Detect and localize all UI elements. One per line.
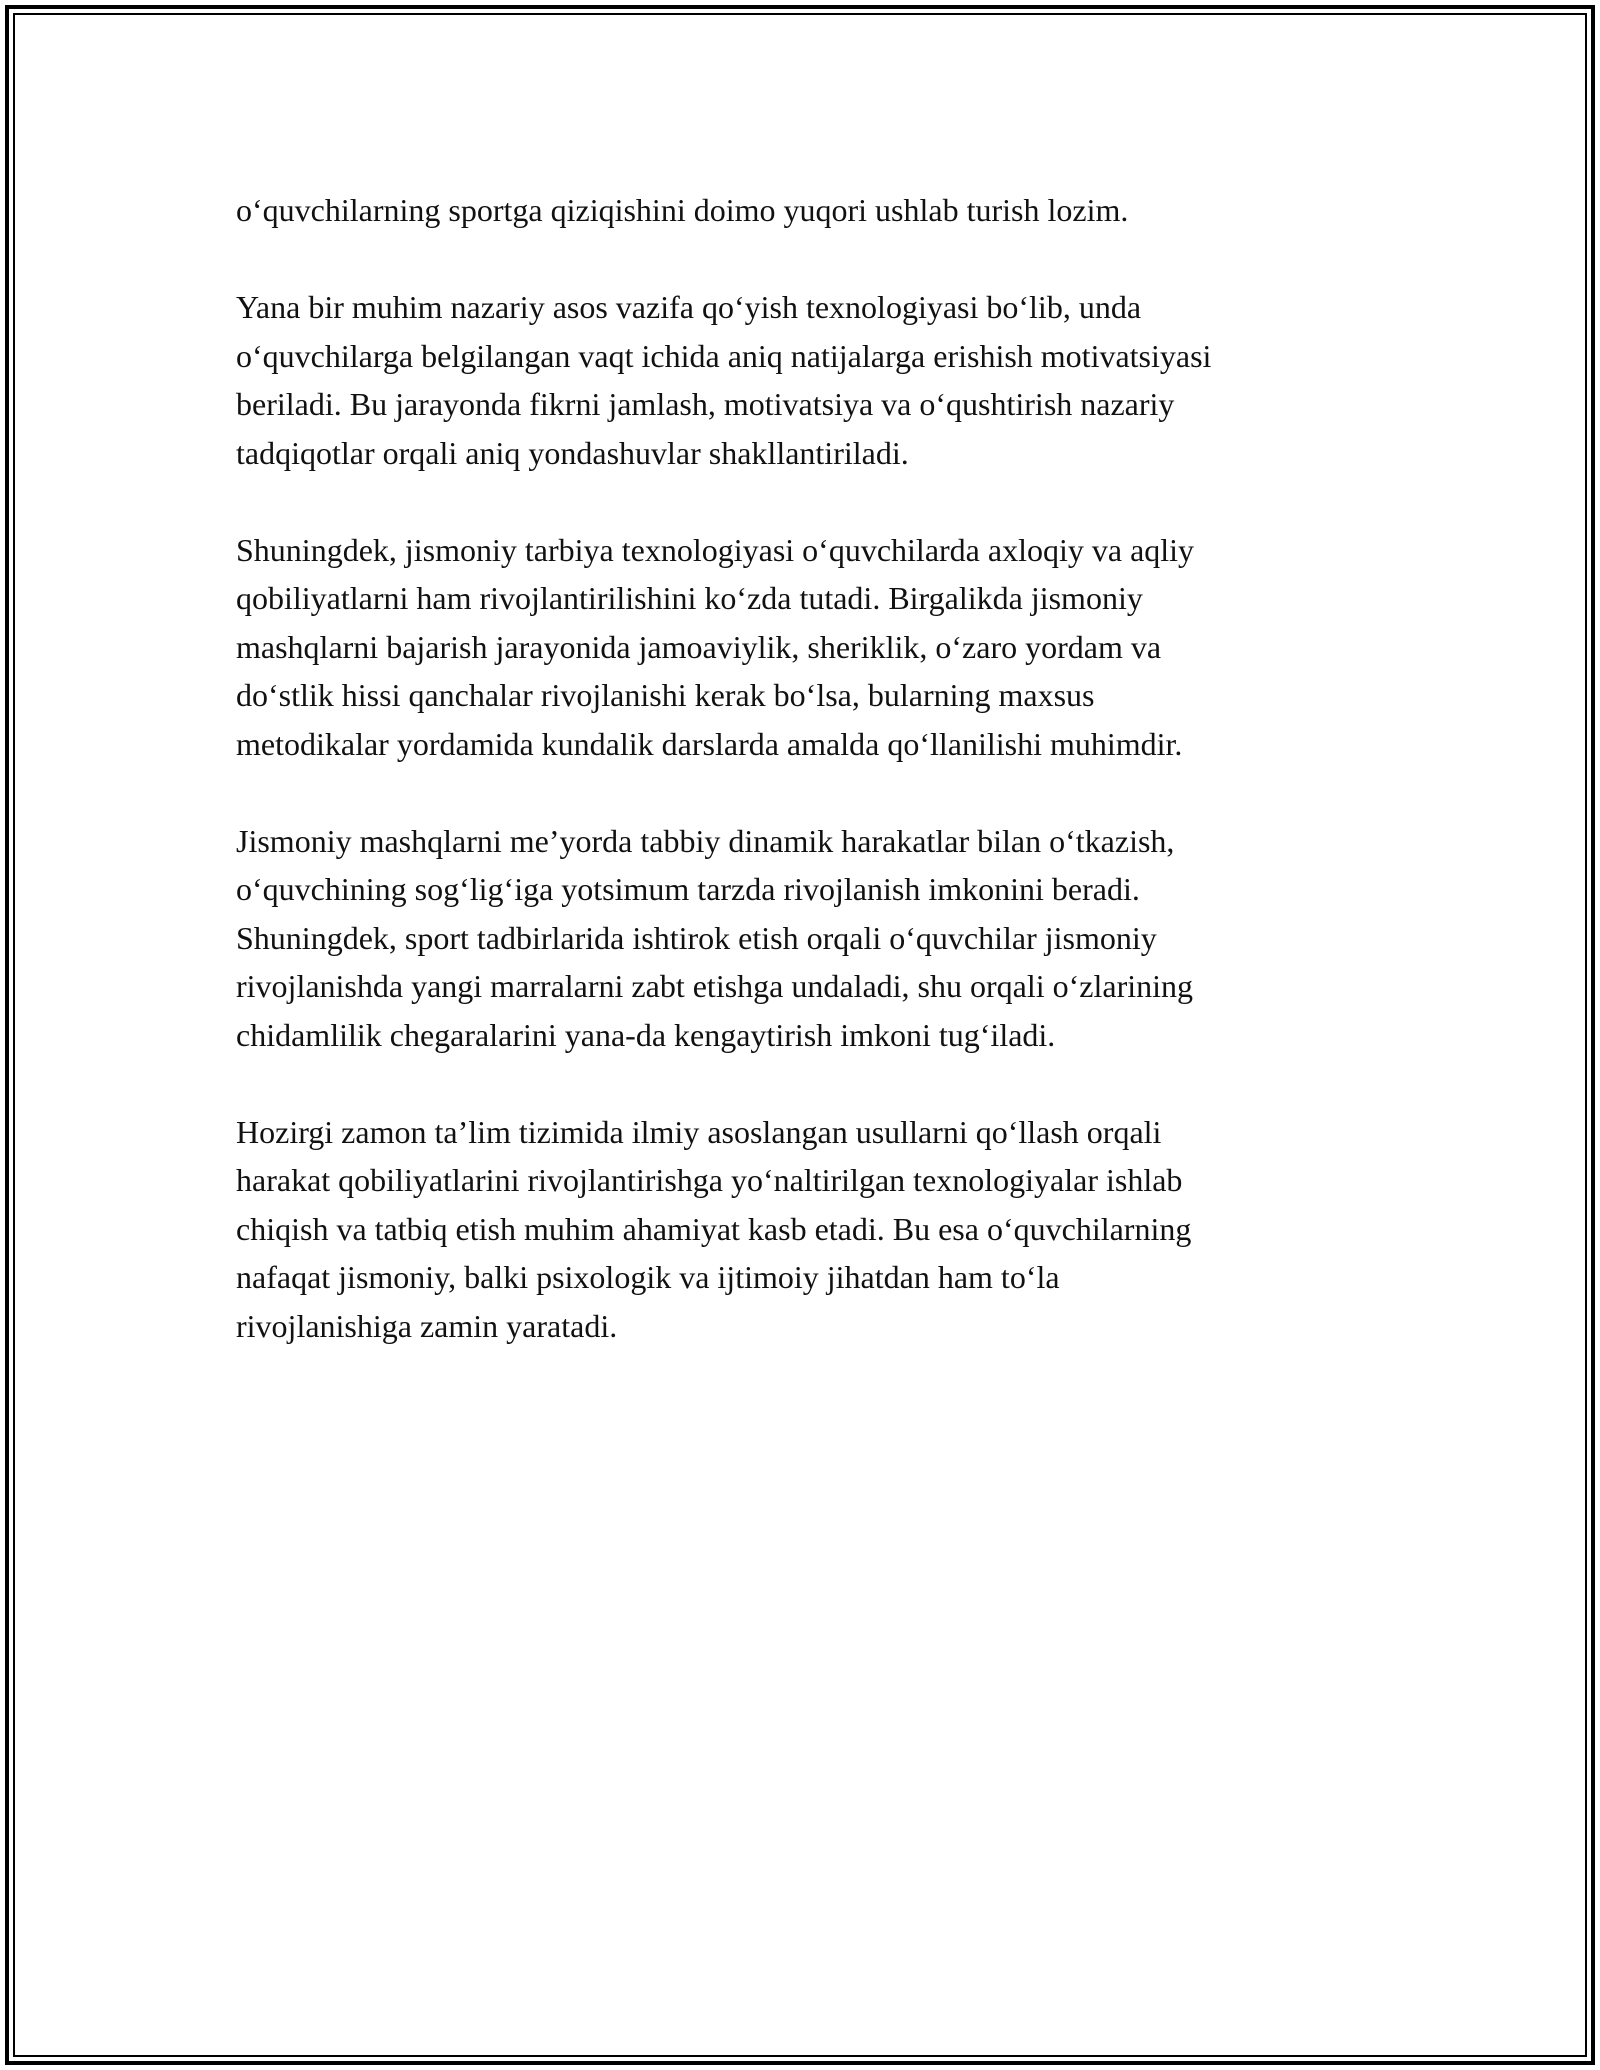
paragraph-1: o‘quvchilarning sportga qiziqishini doimo yuqori ushlab turish lozim. xyxy=(236,192,1129,228)
paragraph-3: Shuningdek, jismoniy tarbiya texnologiyasi o‘quvchilarda axloqiy va aqliy qobiliyatlarni ham rivojlantirilishini ko‘zda tutadi. Birgalikda jismoniy mashqlarni bajarish jarayonida jamoaviylik, sheriklik, o‘zaro yordam va do‘stlik hissi qanchalar rivojlanishi kerak bo‘lsa, bularning maxsus metodikalar yordamida kundalik darslarda amalda qo‘llanilishi muhimdir. xyxy=(236,531,1195,762)
paragraph-4: Jismoniy mashqlarni me’yorda tabbiy dinamik harakatlar bilan o‘tkazish, o‘quvchining sog‘lig‘iga yotsimum tarzda rivojlanish imkonini beradi. Shuningdek, sport tadbirlarida ishtirok etish orqali o‘quvchilar jismoniy rivojlanishda yangi marralarni zabt etishga undaladi, shu orqali o‘zlarining chidamlilik chegaralarini yana-da kengaytirish imkoni tug‘iladi. xyxy=(236,822,1194,1053)
document-body xyxy=(236,186,1376,1399)
paragraph-2: Yana bir muhim nazariy asos vazifa qo‘yish texnologiyasi bo‘lib, unda o‘quvchilarga belgilangan vaqt ichida aniq natijalarga erishish motivatsiyasi beriladi. Bu jarayonda fikrni jamlash, motivatsiya va o‘qushtirish nazariy tadqiqotlar orqali aniq yondashuvlar shakllantiriladi. xyxy=(236,289,1212,471)
paragraph-5: Hozirgi zamon ta’lim tizimida ilmiy asoslangan usullarni qo‘llash orqali harakat qobiliyatlarini rivojlantirishga yo‘naltirilgan texnologiyalar ishlab chiqish va tatbiq etish muhim ahamiyat kasb etadi. Bu esa o‘quvchilarning nafaqat jismoniy, balki psixologik va ijtimoiy jihatdan ham to‘la rivojlanishiga zamin yaratadi. xyxy=(236,1113,1192,1344)
